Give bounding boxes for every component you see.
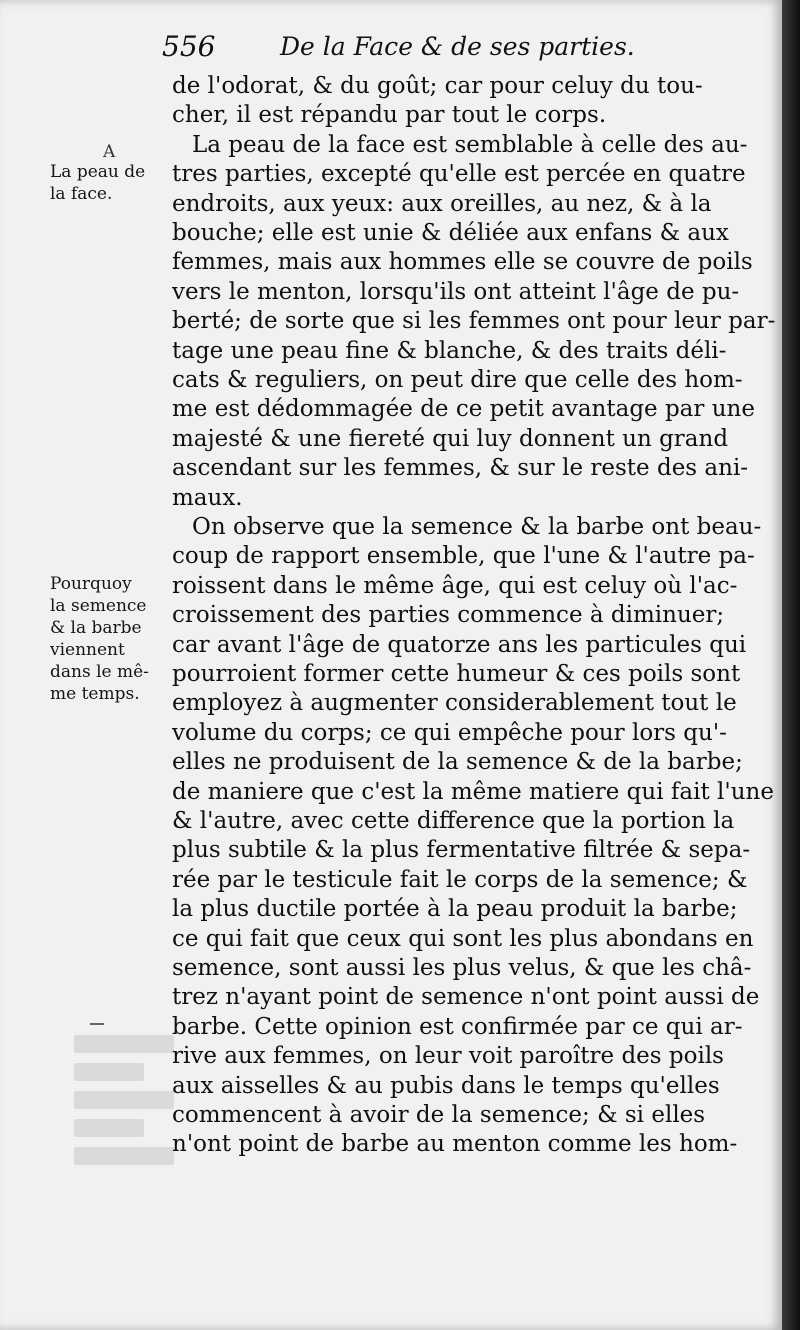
- text-line: plus subtile & la plus fermentative filtrée & sepa-: [172, 837, 751, 864]
- text-line: me est dédommagée de ce petit avantage par une: [172, 396, 755, 423]
- margin-rule: [90, 1023, 104, 1025]
- text-line: ascendant sur les femmes, & sur le reste des ani-: [172, 455, 749, 482]
- margin-note-line: Pourquoy: [50, 574, 132, 594]
- text-line: trez n'ayant point de semence n'ont point aussi de: [172, 984, 760, 1011]
- text-line: maux.: [172, 484, 243, 511]
- margin-note-line: dans le mê-: [50, 662, 149, 682]
- text-line: ce qui fait que ceux qui sont les plus abondans en: [172, 925, 754, 952]
- text-line: pourroient former cette humeur & ces poils sont: [172, 661, 741, 687]
- text-line: femmes, mais aux hommes elle se couvre de poils: [172, 249, 753, 276]
- text-line: roissent dans le même âge, qui est celuy où l'ac-: [172, 572, 738, 599]
- text-line: la plus ductile portée à la peau produit la barbe;: [172, 896, 738, 923]
- text-line: berté; de sorte que si les femmes ont pour leur par-: [172, 308, 776, 335]
- margin-note-line: viennent: [50, 640, 125, 660]
- text-line: cher, il est répandu par tout le corps.: [172, 102, 607, 129]
- text-line: croissement des parties commence à diminuer;: [172, 602, 725, 629]
- text-line: rive aux femmes, on leur voit paroître des poils: [172, 1043, 724, 1070]
- text-line: cats & reguliers, on peut dire que celle des hom-: [172, 367, 743, 393]
- margin-note-line: & la barbe: [50, 618, 142, 638]
- text-line: vers le menton, lorsqu'ils ont atteint l'âge de pu-: [172, 278, 740, 305]
- text-line: majesté & une fiereté qui luy donnent un grand: [172, 425, 729, 452]
- text-line: elles ne produisent de la semence & de la barbe;: [172, 749, 743, 776]
- text-line: La peau de la face est semblable à celle des au-: [192, 131, 748, 158]
- text-line: car avant l'âge de quatorze ans les particules qui: [172, 631, 747, 658]
- text-line: commencent à avoir de la semence; & si elles: [172, 1102, 706, 1128]
- page-number: 556: [162, 30, 216, 63]
- running-title: De la Face & de ses parties.: [280, 32, 635, 61]
- text-line: barbe. Cette opinion est confirmée par ce qui ar-: [172, 1013, 743, 1040]
- text-line: bouche; elle est unie & déliée aux enfans & aux: [172, 220, 729, 246]
- text-line: On observe que la semence & la barbe ont beau-: [192, 514, 762, 540]
- text-line: aux aisselles & au pubis dans le temps qu'elles: [172, 1072, 720, 1099]
- page-gutter-shadow: [782, 0, 800, 1330]
- text-line: de maniere que c'est la même matiere qui fait l'une: [172, 778, 774, 805]
- text-line: volume du corps; ce qui empêche pour lors qu'-: [172, 719, 727, 746]
- text-line: employez à augmenter considerablement tout le: [172, 690, 737, 717]
- text-line: de l'odorat, & du goût; car pour celuy du tou-: [172, 73, 703, 99]
- text-line: endroits, aux yeux: aux oreilles, au nez, & à la: [172, 190, 712, 217]
- text-line: tres parties, excepté qu'elle est percée en quatre: [172, 161, 746, 188]
- margin-note-line: la semence: [50, 596, 147, 616]
- margin-note-line: me temps.: [50, 684, 140, 704]
- show-through-text: [74, 1035, 174, 1185]
- text-line: & l'autre, avec cette difference que la portion la: [172, 808, 735, 834]
- page-header: [162, 30, 642, 70]
- text-line: rée par le testicule fait le corps de la semence; &: [172, 866, 748, 893]
- margin-note-line: La peau de: [50, 162, 146, 182]
- section-marker: A: [103, 142, 116, 162]
- text-line: tage une peau fine & blanche, & des traits déli-: [172, 337, 727, 364]
- text-line: semence, sont aussi les plus velus, & que les châ-: [172, 955, 752, 981]
- margin-note-line: la face.: [50, 184, 113, 204]
- text-line: n'ont point de barbe au menton comme les hom-: [172, 1131, 738, 1158]
- text-line: coup de rapport ensemble, que l'une & l'autre pa-: [172, 543, 755, 570]
